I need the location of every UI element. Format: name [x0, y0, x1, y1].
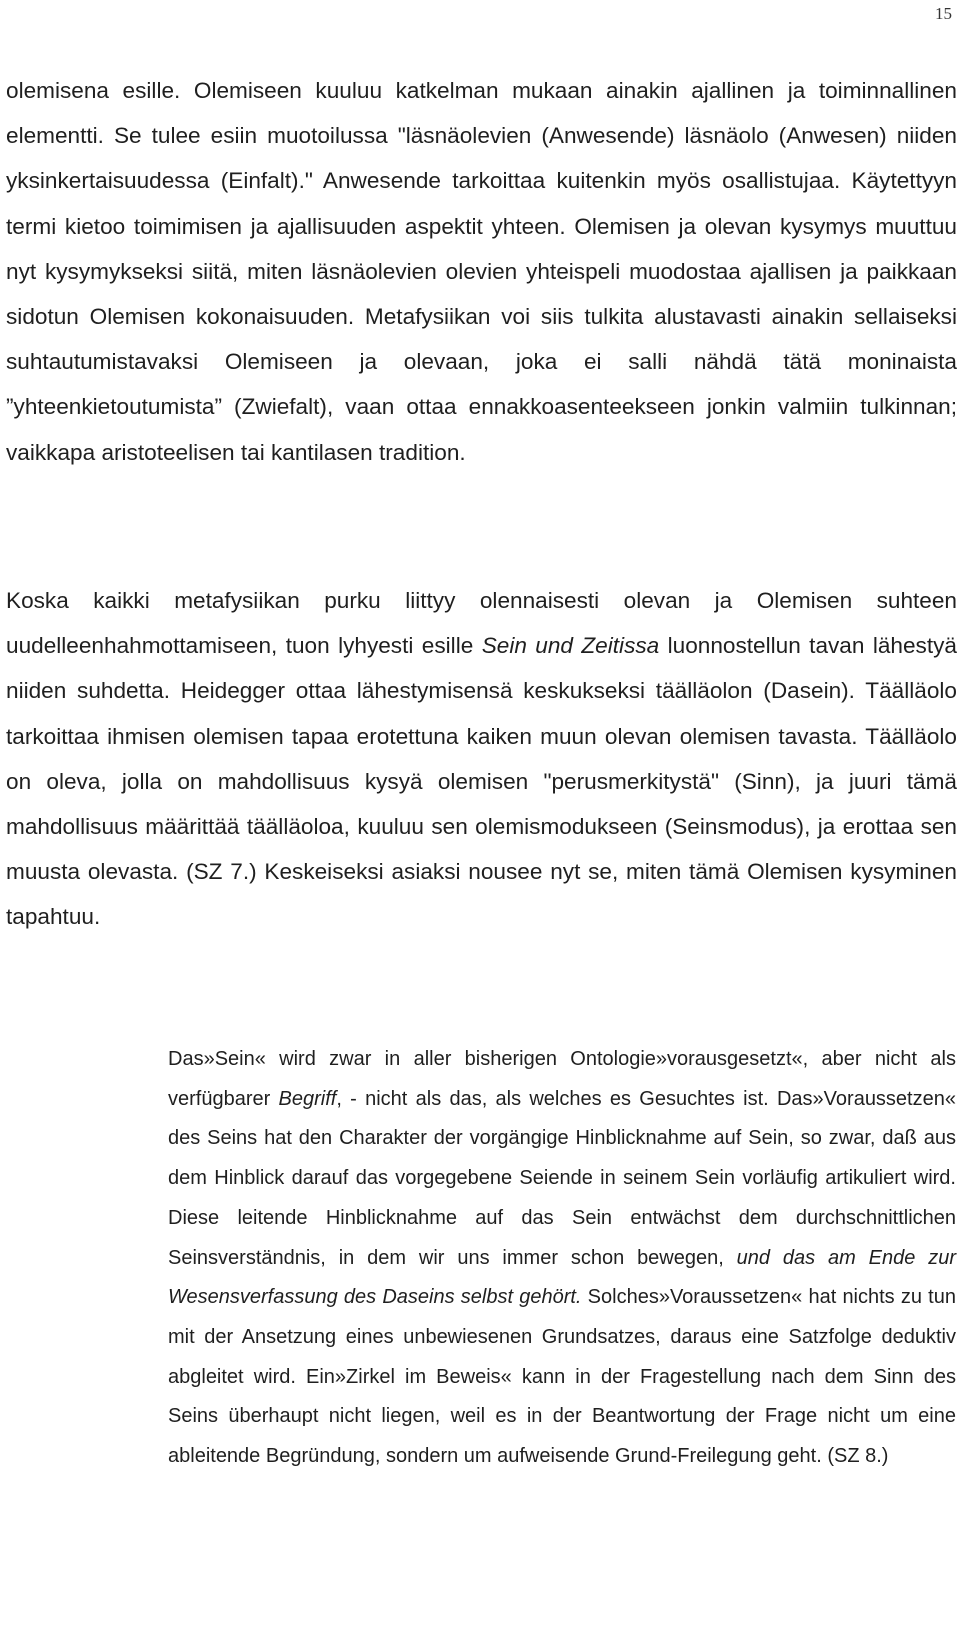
paragraph-2-text-1: Koska kaikki metafysiikan purku liittyy olennaisesti olevan ja Olemisen suhteen uudelleenhahmottamiseen, tuon lyhyesti esille — [6, 588, 957, 659]
quote-italic-2: und das am Ende zur Wesensverfassung des Daseins selbst gehört. — [168, 1246, 957, 1309]
paragraph-2-text-2: luonnostellun tavan lähestyä niiden suhdetta. Heidegger ottaa lähestymisensä keskukseksi täälläolon (Dasein). Täälläolo tarkoittaa ihmisen olemisen tapaa erotettuna kaiken muun olevan olemisen tavasta. Täälläolo on oleva, jolla on mahdollisuus kysyä olemisen "perusmerkitystä" (Sinn), ja juuri tämä mahdollisuus määrittää täälläoloa, kuuluu sen olemismodukseen (Seinsmodus), ja erottaa sen muusta olevasta. (SZ 7.) Keskeiseksi asiaksi nousee nyt se, miten tämä Olemisen kysyminen tapahtuu. — [6, 633, 957, 930]
quote-text-3: Solches»Voraussetzen« hat nichts zu tun mit der Ansetzung eines unbewiesenen Grundsatzes, daraus eine Satzfolge deduktiv abgleitet wird. Ein»Zirkel im Beweis« kann in der Fragestellung nach dem Sinn des Seins überhaupt nicht liegen, weil es in der Beantwortung der Frage nicht um eine ableitende Begründung, sondern um aufweisende Grund-Freilegung geht. (SZ 8.) — [168, 1286, 956, 1468]
page-number: 15 — [935, 4, 952, 23]
quote-italic-1: Begriff — [278, 1087, 337, 1110]
block-quote — [168, 1040, 956, 1477]
quote-text-2: , - nicht als das, als welches es Gesuchtes ist. Das»Voraussetzen« des Seins hat den Charakter der vorgängige Hinblicknahme auf Sein, so zwar, daß aus dem Hinblick darauf das vorgegebene Seiende in seinem Sein vorläufig artikuliert wird. Diese leitende Hinblicknahme auf das Sein entwächst dem durchschnittlichen Seinsverständnis, in dem wir uns immer schon bewegen, — [168, 1087, 956, 1269]
body-paragraph-1: olemisena esille. Olemiseen kuuluu katkelman mukaan ainakin ajallinen ja toiminnallinen elementti. Se tulee esiin muotoilussa "läsnäolevien (Anwesende) läsnäolo (Anwesen) niiden yksinkertaisuudessa (Einfalt)." Anwesende tarkoittaa kuitenkin myös osallistujaa. Käytettyyn termi kietoo toimimisen ja ajallisuuden aspektit yhteen. Olemisen ja olevan kysymys muuttuu nyt kysymykseksi siitä, miten läsnäolevien olevien yhteispeli muodostaa ajallisen ja paikkaan sidotun Olemisen kokonaisuuden. Metafysiikan voi siis tulkita alustavasti ainakin sellaiseksi suhtautumistavaksi Olemiseen ja olevaan, joka ei salli nähdä tätä moninaista ”yhteenkietoutumista” (Zwiefalt), vaan ottaa ennakkoasenteekseen jonkin valmiin tulkinnan; vaikkapa aristoteelisen tai kantilasen tradition. — [6, 78, 957, 465]
body-paragraph-2 — [6, 578, 957, 940]
quote-text-1: Das»Sein« wird zwar in aller bisherigen Ontologie»vorausgesetzt«, aber nicht als verfügbarer — [168, 1048, 956, 1110]
paragraph-2-italic-title: Sein und Zeitissa — [481, 633, 660, 659]
